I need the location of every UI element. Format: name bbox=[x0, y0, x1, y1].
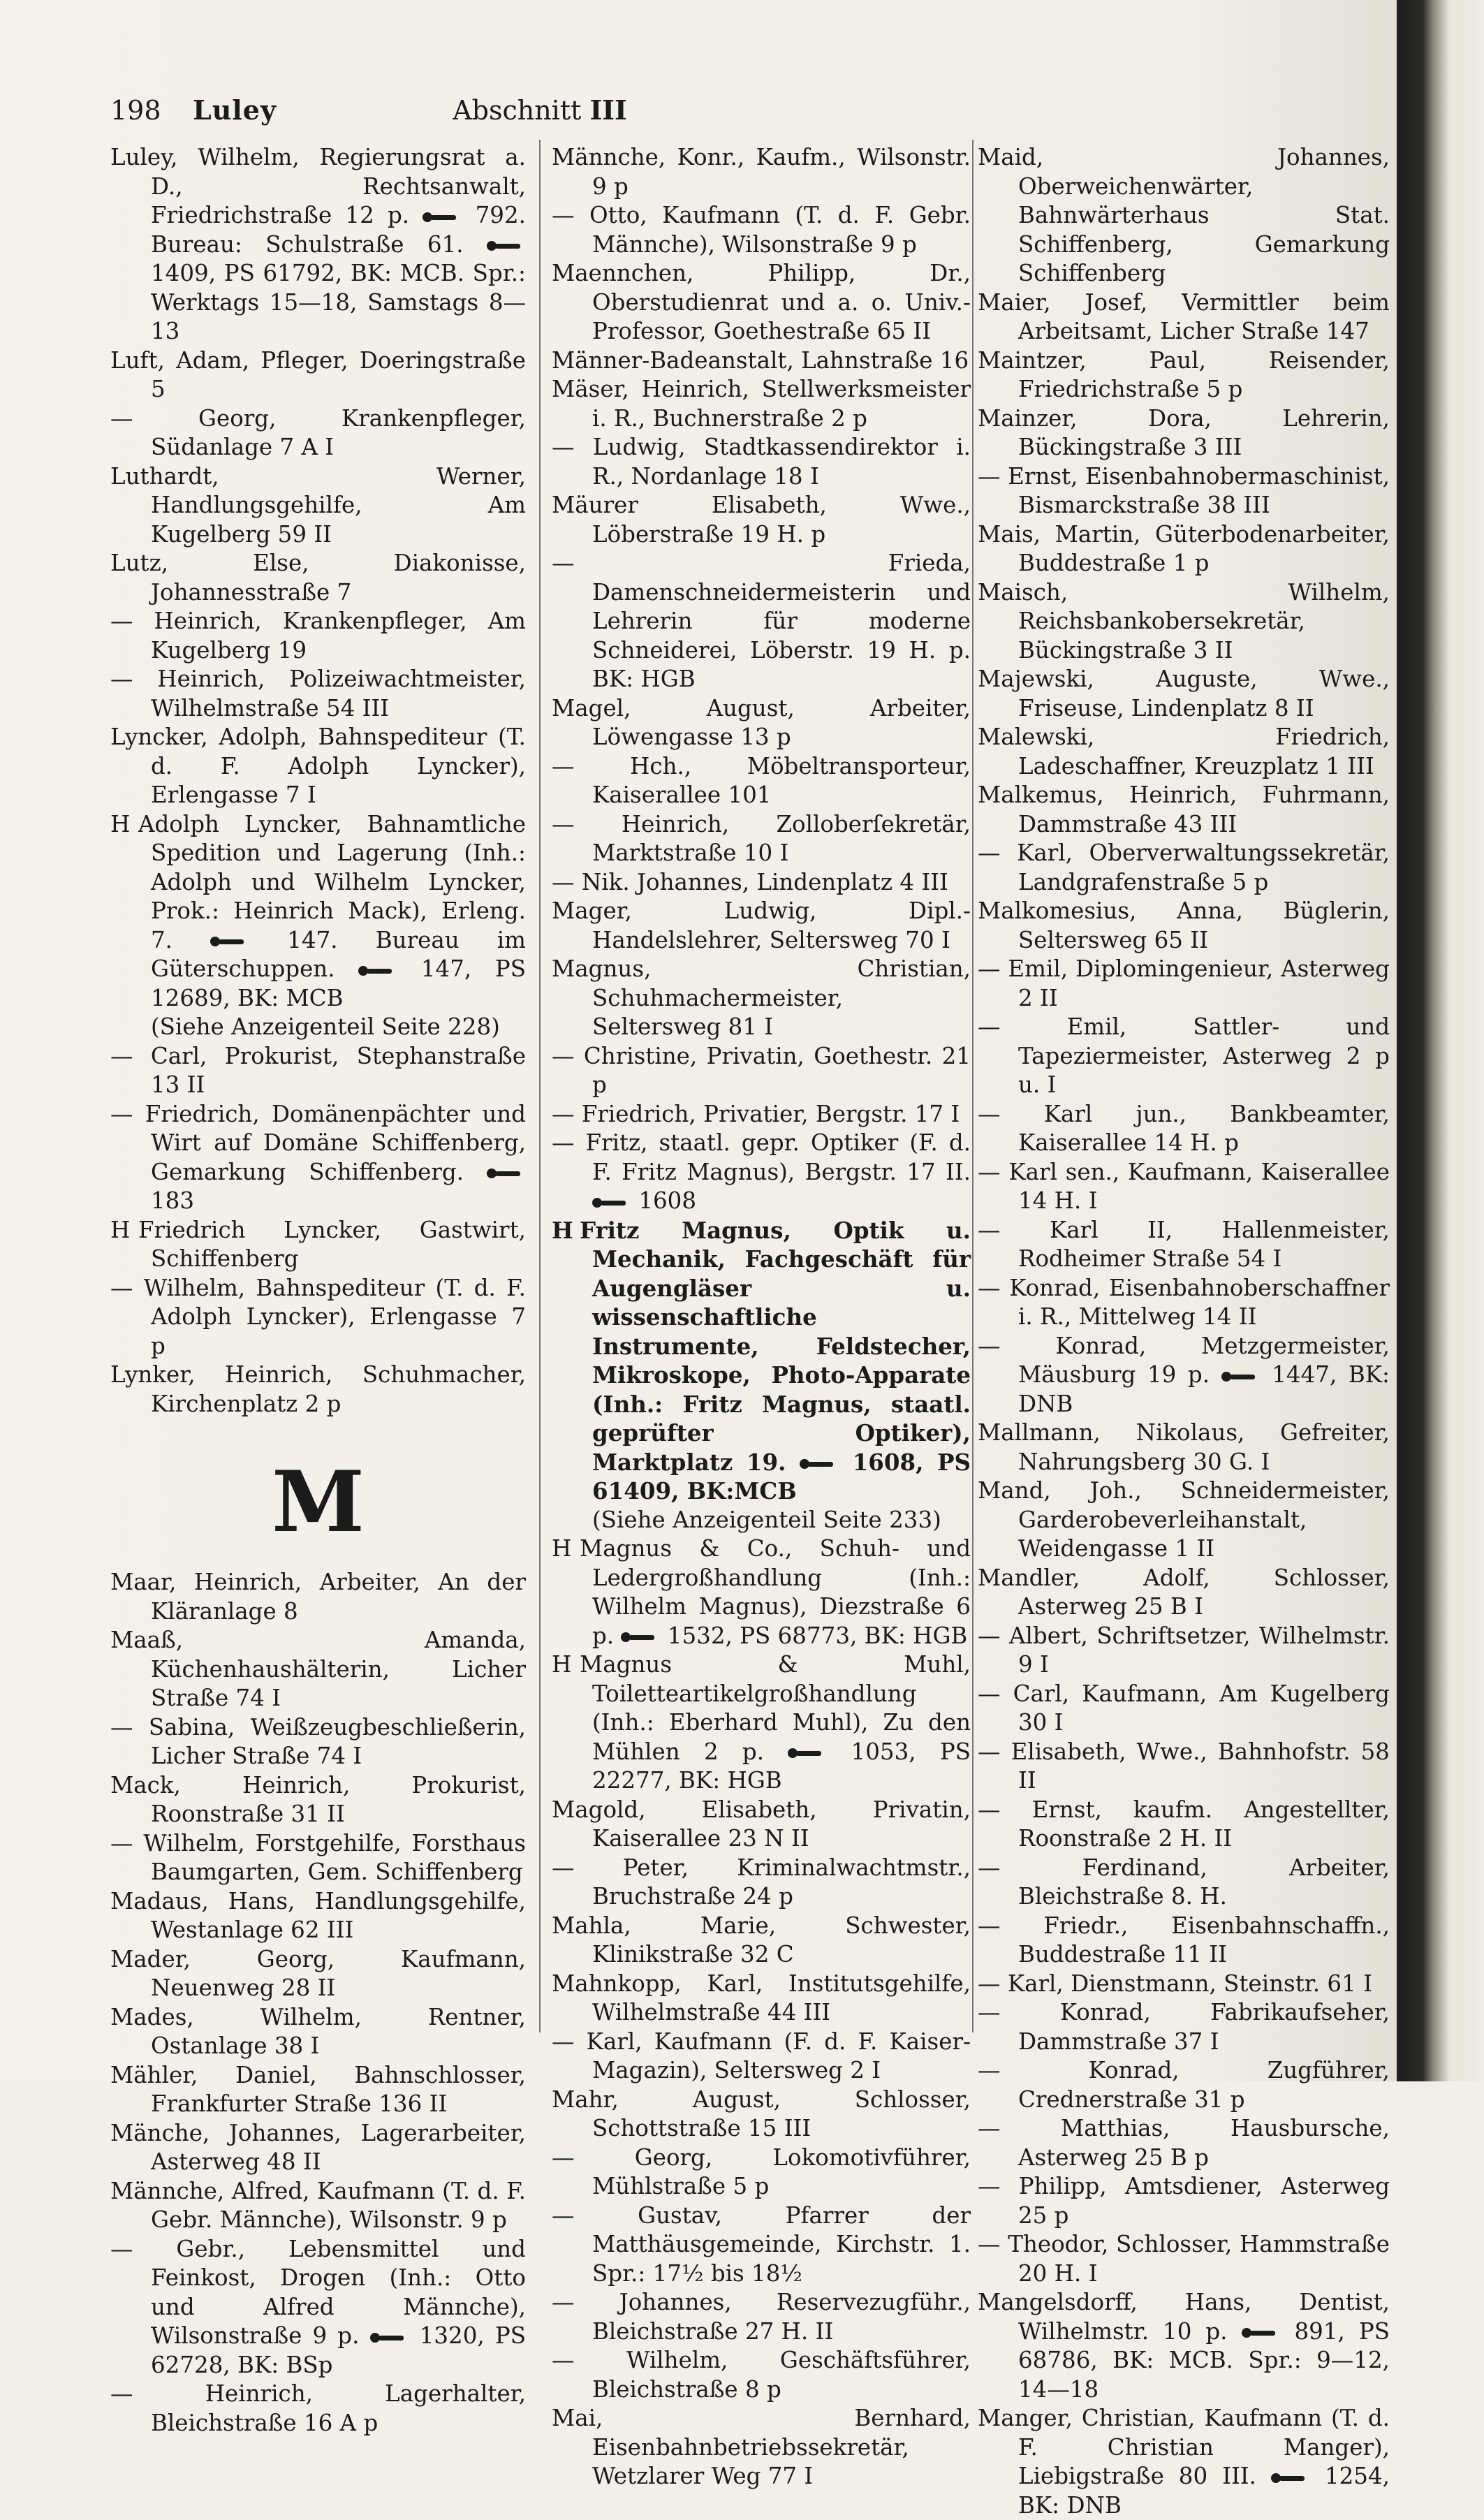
directory-entry bbox=[552, 2028, 971, 2086]
entry-text: 1409, PS 61792, BK: MCB. Spr.: Werktags 15—18, Samstags 8—13 bbox=[151, 260, 526, 344]
directory-entry bbox=[110, 143, 526, 346]
directory-entry bbox=[110, 1042, 526, 1100]
directory-entry bbox=[110, 665, 526, 723]
column-rule-right bbox=[972, 140, 974, 2032]
directory-entry bbox=[552, 1796, 971, 1854]
entry-text: Lynker, Heinrich, Schuhmacher, Kirchenplatz 2 p bbox=[110, 1361, 526, 1417]
entry-text: Maintzer, Paul, Reisender, Friedrichstraße 5 p bbox=[978, 346, 1390, 402]
directory-entry bbox=[978, 1274, 1390, 1332]
entry-text: 891, PS 68786, BK: MCB. Spr.: 9—12, 14—18 bbox=[1018, 2317, 1390, 2403]
entry-text: — Otto, Kaufmann (T. d. F. Gebr. Männche), Wilsonstraße 9 p bbox=[552, 202, 971, 258]
entry-text: Magnus & Muhl, Toiletteartikelgroßhandlung (Inh.: Eberhard Muhl), Zu den Mühlen 2 p. bbox=[580, 1651, 971, 1765]
telephone-icon bbox=[210, 935, 245, 948]
directory-entry bbox=[552, 1650, 971, 1796]
entry-text: Mangelsdorff, Hans, Dentist, Wilhelmstr. 10 p. bbox=[978, 2289, 1390, 2345]
directory-entry bbox=[110, 1771, 526, 1829]
telephone-icon bbox=[370, 2331, 405, 2344]
directory-entry bbox=[978, 839, 1390, 897]
entry-text: 183 bbox=[151, 1187, 195, 1214]
directory-entry bbox=[978, 2288, 1390, 2404]
entry-text: Magold, Elisabeth, Privatin, Kaiserallee 23 N II bbox=[552, 1796, 971, 1852]
directory-entry bbox=[978, 1998, 1390, 2056]
entry-text: — Konrad, Metzgermeister, Mäusburg 19 p. bbox=[978, 1332, 1390, 1388]
running-head: Luley bbox=[193, 94, 277, 126]
entry-text: — Karl, Kaufmann (F. d. F. Kaiser-Magazin), Seltersweg 2 I bbox=[552, 2028, 971, 2083]
entry-text: — Sabina, Weißzeugbeschließerin, Licher Straße 74 I bbox=[110, 1713, 526, 1769]
entry-text: — Wilhelm, Forstgehilfe, Forsthaus Baumgarten, Gem. Schiffenberg bbox=[110, 1829, 526, 1885]
entry-text: 1608 bbox=[631, 1187, 697, 1214]
telephone-icon bbox=[621, 1631, 656, 1643]
directory-entry bbox=[110, 1361, 526, 1419]
entry-text: — Konrad, Zugführer, Crednerstraße 31 p bbox=[978, 2057, 1390, 2113]
directory-entry bbox=[110, 1713, 526, 1771]
directory-entry bbox=[110, 1568, 526, 1626]
directory-entry bbox=[552, 491, 971, 549]
telephone-icon bbox=[358, 965, 393, 977]
directory-entry bbox=[552, 2086, 971, 2144]
business-marker: H bbox=[552, 1216, 573, 1244]
entry-text: — Christine, Privatin, Goethestr. 21 p bbox=[552, 1042, 971, 1098]
entry-text: — Karl, Dienstmann, Steinstr. 61 I bbox=[978, 1970, 1372, 1997]
entry-text: — Matthias, Hausbursche, Asterweg 25 B p bbox=[978, 2115, 1390, 2171]
entry-text: Manger, Christian, Kaufmann (T. d. F. Christian Manger), Liebigstraße 80 III. bbox=[978, 2405, 1390, 2489]
directory-entry bbox=[978, 404, 1390, 462]
directory-entry bbox=[552, 1912, 971, 1970]
directory-entry bbox=[978, 781, 1390, 839]
entry-text: Majewski, Auguste, Wwe., Friseuse, Lindenplatz 8 II bbox=[978, 666, 1390, 721]
entry-text: — Konrad, Eisenbahnoberschaffner i. R., Mittelweg 14 II bbox=[978, 1274, 1390, 1330]
directory-entry bbox=[978, 897, 1390, 955]
entry-text: Männche, Alfred, Kaufmann (T. d. F. Gebr. Männche), Wilsonstr. 9 p bbox=[110, 2177, 526, 2233]
entry-text: 147. Bureau im Güterschuppen. bbox=[151, 926, 526, 982]
business-marker: H bbox=[110, 1216, 131, 1243]
entry-text: Mallmann, Nikolaus, Gefreiter, Nahrungsberg 30 G. I bbox=[978, 1419, 1390, 1475]
telephone-icon bbox=[487, 240, 522, 252]
entry-text: Magnus & Co., Schuh- und Ledergroßhandlung (Inh.: Wilhelm Magnus), Diezstraße 6 p. bbox=[580, 1535, 971, 1649]
directory-entry bbox=[110, 1626, 526, 1713]
section-label: Abschnitt bbox=[453, 95, 582, 126]
entry-text: Lutz, Else, Diakonisse, Johannesstraße 7 bbox=[110, 550, 526, 606]
column-3 bbox=[978, 143, 1390, 2520]
entry-text: Mades, Wilhelm, Rentner, Ostanlage 38 I bbox=[110, 2003, 526, 2059]
directory-entry bbox=[552, 1042, 971, 1100]
entry-text: Lyncker, Adolph, Bahnspediteur (T. d. F. Adolph Lyncker), Erlengasse 7 I bbox=[110, 724, 526, 808]
directory-entry bbox=[552, 1216, 971, 1506]
entry-text: — Heinrich, Lagerhalter, Bleichstraße 16 A p bbox=[110, 2380, 526, 2436]
directory-entry bbox=[110, 404, 526, 462]
directory-entry bbox=[552, 955, 971, 1042]
entry-text: — Theodor, Schlosser, Hammstraße 20 H. I bbox=[978, 2231, 1390, 2287]
entry-text: Fritz Magnus, Optik u. Mechanik, Fachgeschäft für Augengläser u. wissenschaftliche Instrumente, Feldstecher, Mikroskope, Photo-Apparate (Inh.: Fritz Magnus, staatl. geprüfter Optiker), Marktplatz 19. bbox=[580, 1216, 971, 1476]
directory-entry bbox=[978, 1100, 1390, 1158]
entry-text: — Georg, Lokomotivführer, Mühlstraße 5 p bbox=[552, 2144, 971, 2199]
directory-entry bbox=[978, 955, 1390, 1013]
column-2-entries bbox=[552, 143, 971, 2491]
entry-text: — Heinrich, Zolloberſekretär, Marktstraße 10 I bbox=[552, 810, 971, 866]
directory-entry bbox=[978, 1216, 1390, 1274]
entry-text: — Carl, Kaufmann, Am Kugelberg 30 I bbox=[978, 1680, 1390, 1736]
directory-entry bbox=[110, 346, 526, 404]
entry-text: Mainzer, Dora, Lehrerin, Bückingstraße 3 III bbox=[978, 404, 1390, 460]
entry-text: — Friedr., Eisenbahnschaffn., Buddestraße 11 II bbox=[978, 1912, 1390, 1968]
directory-entry bbox=[978, 2056, 1390, 2114]
entry-text: Mack, Heinrich, Prokurist, Roonstraße 31 II bbox=[110, 1771, 526, 1827]
directory-entry bbox=[552, 433, 971, 491]
page-header bbox=[110, 89, 1339, 131]
entry-text: — Friedrich, Domänenpächter und Wirt auf Domäne Schiffenberg, Gemarkung Schiffenberg. bbox=[110, 1100, 526, 1185]
entry-text: — Johannes, Reservezugführ., Bleichstraße 27 H. II bbox=[552, 2289, 971, 2345]
entry-text: — Karl jun., Bankbeamter, Kaiserallee 14 H. p bbox=[978, 1100, 1390, 1156]
entry-text: Malkomesius, Anna, Büglerin, Seltersweg 65 II bbox=[978, 898, 1390, 953]
entry-text: — Hch., Möbeltransporteur, Kaiserallee 101 bbox=[552, 752, 971, 808]
entry-text: — Gustav, Pfarrer der Matthäusgemeinde, Kirchstr. 1. Spr.: 17½ bis 18½ bbox=[552, 2202, 971, 2287]
directory-entry bbox=[978, 1680, 1390, 1738]
business-marker: H bbox=[552, 1535, 572, 1562]
directory-entry bbox=[978, 346, 1390, 404]
section-letter: M bbox=[272, 1453, 365, 1551]
entry-text: Maennchen, Philipp, Dr., Oberstudienrat und a. o. Univ.-Professor, Goethestraße 65 II bbox=[552, 260, 971, 344]
column-3-entries bbox=[978, 143, 1390, 2520]
entry-text: 1053, PS 22277, BK: HGB bbox=[592, 1738, 971, 1794]
telephone-icon bbox=[1242, 2327, 1277, 2339]
entry-text: 147, PS 12689, BK: MCB bbox=[151, 955, 526, 1011]
telephone-icon bbox=[800, 1458, 835, 1470]
entry-text: — Ernst, Eisenbahnobermaschinist, Bismarckstraße 38 III bbox=[978, 462, 1390, 518]
directory-entry bbox=[552, 868, 971, 898]
directory-entry bbox=[978, 520, 1390, 578]
entry-text: Mäurer Elisabeth, Wwe., Löberstraße 19 H. p bbox=[552, 492, 971, 548]
directory-entry bbox=[110, 1887, 526, 1945]
directory-entry bbox=[110, 2119, 526, 2177]
directory-entry bbox=[552, 1854, 971, 1912]
entry-text: Maaß, Amanda, Küchenhaushälterin, Licher Straße 74 I bbox=[110, 1627, 526, 1711]
directory-entry bbox=[552, 1970, 971, 2028]
directory-entry bbox=[978, 1158, 1390, 1216]
directory-entry bbox=[110, 1945, 526, 2003]
entry-text: Männer-Badeanstalt, Lahnstraße 16 bbox=[552, 346, 969, 374]
directory-entry bbox=[552, 752, 971, 810]
entry-text: — Ernst, kaufm. Angestellter, Roonstraße 2 H. II bbox=[978, 1796, 1390, 1852]
directory-entry bbox=[978, 1854, 1390, 1912]
telephone-icon bbox=[1221, 1370, 1256, 1383]
entry-text: Friedrich Lyncker, Gastwirt, Schiffenberg bbox=[138, 1216, 526, 1272]
entry-text: — Carl, Prokurist, Stephanstraße 13 II bbox=[110, 1042, 526, 1098]
entry-text: Maar, Heinrich, Arbeiter, An der Kläranlage 8 bbox=[110, 1569, 526, 1625]
business-marker: H bbox=[552, 1651, 572, 1678]
entry-text: — Frieda, Damenschneidermeisterin und Lehrerin für moderne Schneiderei, Löberstr. 19 H. p. BK: HGB bbox=[552, 550, 971, 692]
entry-text: Luft, Adam, Pfleger, Doeringstraße 5 bbox=[110, 346, 526, 402]
directory-entry bbox=[110, 2380, 526, 2438]
entry-text: 792. Bureau: Schulstraße 61. bbox=[151, 202, 526, 258]
entry-text: — Georg, Krankenpfleger, Südanlage 7 A I bbox=[110, 404, 526, 460]
telephone-icon bbox=[592, 1196, 627, 1209]
directory-entry bbox=[978, 1912, 1390, 1970]
directory-entry bbox=[110, 2235, 526, 2380]
entry-text: Mänche, Johannes, Lagerarbeiter, Asterweg 48 II bbox=[110, 2119, 526, 2175]
directory-entry bbox=[110, 2061, 526, 2119]
entry-text: 1320, PS 62728, BK: BSp bbox=[151, 2322, 526, 2378]
entry-text: Mahnkopp, Karl, Institutsgehilfe, Wilhelmstraße 44 III bbox=[552, 1970, 971, 2025]
directory-entry bbox=[552, 1534, 971, 1650]
entry-text: — Peter, Kriminalwachtmstr., Bruchstraße 24 p bbox=[552, 1854, 971, 1910]
directory-entry bbox=[978, 1564, 1390, 1622]
directory-entry bbox=[978, 2172, 1390, 2230]
directory-entry bbox=[978, 1419, 1390, 1477]
entry-text: Adolph Lyncker, Bahnamtliche Spedition und Lagerung (Inh.: Adolph und Wilhelm Lyncker, Prok.: Heinrich Mack), Erleng. 7. bbox=[138, 810, 526, 953]
entry-text: — Philipp, Amtsdiener, Asterweg 25 p bbox=[978, 2173, 1390, 2229]
directory-entry bbox=[978, 1970, 1390, 1999]
directory-entry bbox=[978, 462, 1390, 520]
directory-entry bbox=[978, 2404, 1390, 2520]
directory-entry bbox=[978, 1013, 1390, 1100]
entry-text: — Wilhelm, Bahnspediteur (T. d. F. Adolph Lyncker), Erlengasse 7 p bbox=[110, 1274, 526, 1359]
entry-text: — Nik. Johannes, Lindenplatz 4 III bbox=[552, 868, 948, 895]
entry-text: Maier, Josef, Vermittler beim Arbeitsamt, Licher Straße 147 bbox=[978, 288, 1390, 344]
directory-entry bbox=[110, 810, 526, 1013]
entry-text: Mand, Joh., Schneidermeister, Garderobeverleihanstalt, Weidengasse 1 II bbox=[978, 1477, 1390, 1562]
entry-text: Madaus, Hans, Handlungsgehilfe, Westanlage 62 III bbox=[110, 1887, 526, 1943]
directory-entry bbox=[978, 723, 1390, 781]
entry-text: — Karl II, Hallenmeister, Rodheimer Straße 54 I bbox=[978, 1216, 1390, 1272]
entry-text: 1447, BK: DNB bbox=[1018, 1361, 1390, 1417]
column-1 bbox=[110, 143, 526, 2438]
directory-entry bbox=[978, 1477, 1390, 1564]
directory-entry bbox=[552, 201, 971, 259]
directory-entry bbox=[552, 1129, 971, 1216]
directory-entry bbox=[110, 462, 526, 550]
entry-text: Magnus, Christian, Schuhmachermeister, Seltersweg 81 I bbox=[552, 955, 971, 1040]
entry-text: — Konrad, Fabrikaufseher, Dammstraße 37 I bbox=[978, 1999, 1390, 2055]
page-number: 198 bbox=[110, 95, 161, 126]
entry-text: Mader, Georg, Kaufmann, Neuenweg 28 II bbox=[110, 1945, 526, 2001]
directory-entry bbox=[110, 723, 526, 810]
directory-entry bbox=[552, 549, 971, 694]
column-2 bbox=[552, 143, 971, 2491]
directory-entry bbox=[552, 143, 971, 201]
entry-text: — Elisabeth, Wwe., Bahnhofstr. 58 II bbox=[978, 1738, 1390, 1794]
directory-entry bbox=[110, 2177, 526, 2235]
entry-text: — Heinrich, Krankenpfleger, Am Kugelberg 19 bbox=[110, 608, 526, 664]
directory-entry bbox=[552, 2404, 971, 2491]
entry-text: — Ferdinand, Arbeiter, Bleichstraße 8. H. bbox=[978, 1854, 1390, 1910]
directory-entry bbox=[978, 1622, 1390, 1680]
telephone-icon bbox=[788, 1747, 823, 1759]
telephone-icon bbox=[423, 211, 457, 224]
telephone-icon bbox=[1271, 2472, 1306, 2484]
next-page-edge bbox=[1397, 0, 1484, 2081]
entry-text: Mais, Martin, Güterbodenarbeiter, Buddestraße 1 p bbox=[978, 520, 1390, 576]
column-rule-left bbox=[539, 140, 541, 2032]
entry-text: — Emil, Sattler- und Tapeziermeister, Asterweg 2 p u. I bbox=[978, 1013, 1390, 1098]
entry-text: — Gebr., Lebensmittel und Feinkost, Drogen (Inh.: Otto und Alfred Männche), Wilsonstraße 9 p. bbox=[110, 2235, 526, 2349]
entry-text: — Heinrich, Polizeiwachtmeister, Wilhelmstraße 54 III bbox=[110, 666, 526, 721]
entry-text: Magel, August, Arbeiter, Löwengasse 13 p bbox=[552, 694, 971, 750]
entry-text: Maid, Johannes, Oberweichenwärter, Bahnwärterhaus Stat. Schiffenberg, Gemarkung Schiffenberg bbox=[978, 144, 1390, 286]
advert-reference: (Siehe Anzeigenteil Seite 233) bbox=[592, 1506, 941, 1533]
directory-entry bbox=[552, 2144, 971, 2202]
entry-text: Luthardt, Werner, Handlungsgehilfe, Am Kugelberg 59 II bbox=[110, 462, 526, 548]
telephone-icon bbox=[487, 1167, 522, 1180]
advert-reference: (Siehe Anzeigenteil Seite 228) bbox=[151, 1013, 500, 1040]
entry-text: Malkemus, Heinrich, Fuhrmann, Dammstraße 43 III bbox=[978, 782, 1390, 837]
entry-text: 1532, PS 68773, BK: HGB bbox=[660, 1622, 968, 1649]
entry-text: Männche, Konr., Kaufm., Wilsonstr. 9 p bbox=[552, 144, 971, 200]
directory-entry bbox=[552, 1100, 971, 1129]
entry-text: Mahla, Marie, Schwester, Klinikstraße 32 C bbox=[552, 1912, 971, 1968]
directory-entry bbox=[978, 1332, 1390, 1419]
directory-entry bbox=[110, 2003, 526, 2061]
directory-entry bbox=[552, 694, 971, 752]
directory-entry bbox=[110, 1829, 526, 1887]
directory-entry bbox=[978, 1796, 1390, 1854]
directory-entry bbox=[978, 2114, 1390, 2172]
directory-entry bbox=[552, 897, 971, 955]
directory-entry bbox=[110, 1100, 526, 1216]
entry-text: — Ludwig, Stadtkassendirektor i. R., Nordanlage 18 I bbox=[552, 434, 971, 490]
directory-entry bbox=[552, 375, 971, 433]
directory-entry bbox=[978, 665, 1390, 723]
directory-entry bbox=[110, 549, 526, 607]
directory-entry bbox=[552, 2288, 971, 2346]
directory-entry bbox=[978, 288, 1390, 346]
directory-entry bbox=[552, 2346, 971, 2404]
directory-entry bbox=[552, 259, 971, 346]
directory-entry bbox=[978, 143, 1390, 288]
entry-text: — Wilhelm, Geschäftsführer, Bleichstraße 8 p bbox=[552, 2347, 971, 2403]
entry-text: Maisch, Wilhelm, Reichsbankobersekretär, Bückingstraße 3 II bbox=[978, 578, 1390, 664]
entry-text: — Albert, Schriftsetzer, Wilhelmstr. 9 I bbox=[978, 1622, 1390, 1678]
directory-entry bbox=[552, 2202, 971, 2289]
entry-text: Mähler, Daniel, Bahnschlosser, Frankfurter Straße 136 II bbox=[110, 2061, 526, 2117]
entry-text: 1608, PS 61409, BK:MCB bbox=[592, 1448, 971, 1504]
directory-entry bbox=[110, 607, 526, 665]
directory-entry bbox=[552, 810, 971, 868]
section-number: III bbox=[589, 94, 627, 126]
entry-text: Malewski, Friedrich, Ladeschaffner, Kreuzplatz 1 III bbox=[978, 724, 1390, 779]
directory-entry bbox=[110, 1216, 526, 1274]
business-marker: H bbox=[110, 810, 131, 837]
section-heading bbox=[110, 89, 969, 131]
entry-text: Mager, Ludwig, Dipl.-Handelslehrer, Seltersweg 70 I bbox=[552, 898, 971, 953]
entry-text: Mandler, Adolf, Schlosser, Asterweg 25 B I bbox=[978, 1564, 1390, 1620]
entry-text: Mai, Bernhard, Eisenbahnbetriebssekretär, Wetzlarer Weg 77 I bbox=[552, 2405, 971, 2489]
entry-text: Mahr, August, Schlosser, Schottstraße 15 III bbox=[552, 2086, 971, 2141]
entry-text: 1254, BK: DNB bbox=[1018, 2463, 1390, 2519]
directory-entry bbox=[110, 1274, 526, 1361]
directory-entry bbox=[978, 578, 1390, 666]
entry-text: — Karl sen., Kaufmann, Kaiserallee 14 H. I bbox=[978, 1158, 1390, 1214]
entry-text: Luley, Wilhelm, Regierungsrat a. D., Rechtsanwalt, Friedrichstraße 12 p. bbox=[110, 144, 526, 228]
column-1-entries bbox=[110, 143, 526, 1419]
entry-text: Mäser, Heinrich, Stellwerksmeister i. R., Buchnerstraße 2 p bbox=[552, 376, 971, 432]
entry-text: — Karl, Oberverwaltungssekretär, Landgrafenstraße 5 p bbox=[978, 840, 1390, 895]
column-1-entries-m bbox=[110, 1568, 526, 2438]
entry-text: — Friedrich, Privatier, Bergstr. 17 I bbox=[552, 1100, 960, 1127]
directory-entry bbox=[978, 2230, 1390, 2288]
directory-entry bbox=[978, 1738, 1390, 1796]
directory-entry bbox=[552, 346, 971, 376]
entry-text: — Emil, Diplomingenieur, Asterweg 2 II bbox=[978, 955, 1390, 1011]
entry-text: — Fritz, staatl. gepr. Optiker (F. d. F. Fritz Magnus), Bergstr. 17 II. bbox=[552, 1129, 971, 1185]
